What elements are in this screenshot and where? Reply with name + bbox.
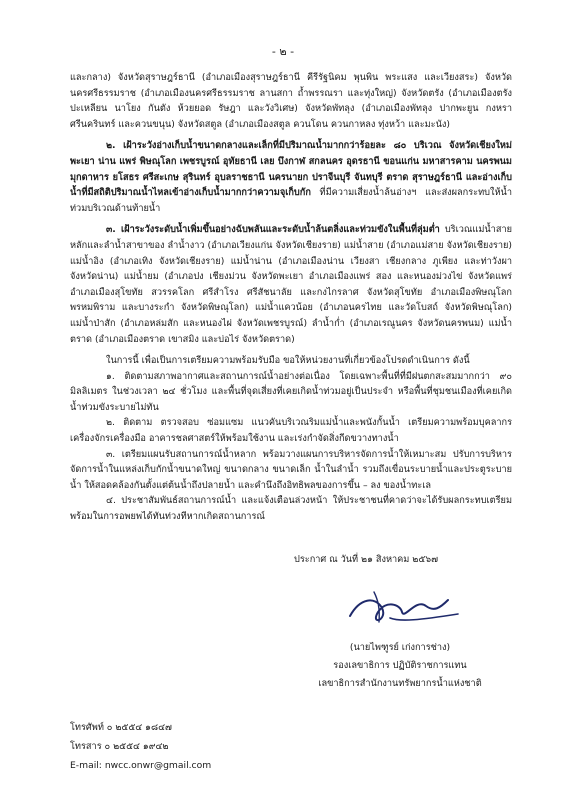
- document-body: [70, 70, 512, 525]
- river-level-text: บริเวณแม่น้ำสายหลักและลำน้ำสาขาของ ลำน้ำงาว (อำเภอเวียงแก่น จังหวัดเชียงราย) แม่น้ำสาย (อำเภอแม่สาย จังหวัดเชียงราย) แม่น้ำอิง (อำเภอเทิง จังหวัดเชียงราย) แม่น้ำน่าน (อำเภอเมืองน่าน เวียงสา เชียงกลาง ภูเพียง และท่าวังผา จังหวัดน่าน) แม่น้ำยม (อำเภอปง เชียงม่วน จังหวัดพะเยา อำเภอเมืองแพร่ สอง และหนองม่วงไข่ จังหวัดแพร่ อำเภอเมืองสุโขทัย สวรรคโลก ศรีสำโรง ศรีสัชนาลัย และกงไกรลาศ จังหวัดสุโขทัย อำเภอเมืองพิษณุโลก พรหมพิราม และบางระกำ จังหวัดพิษณุโลก) แม่น้ำแควน้อย (อำเภอนครไทย และวัดโบสถ์ จังหวัดพิษณุโลก) แม่น้ำป่าสัก (อำเภอหล่มสัก และหนองไผ่ จังหวัดเพชรบูรณ์) ลำน้ำก่ำ (อำเภอเรณูนคร จังหวัดนครพนม) แม่น้ำตราด (อำเภอเมืองตราด เขาสมิง และบ่อไร่ จังหวัดตราด): [70, 224, 512, 345]
- contact-phone: โทรศัพท์ ๐ ๒๕๕๔ ๑๘๔๗: [70, 722, 172, 733]
- action-item-2: ๒. ติดตาม ตรวจสอบ ซ่อมแซม แนวคันบริเวณริมแม่น้ำและพนังกั้นน้ำ เตรียมความพร้อมบุคลากร เครื่องจักรเครื่องมือ อาคารชลศาสตร์ให้พร้อมใช้งาน และเร่งกำจัดสิ่งกีดขวางทางน้ำ: [70, 417, 512, 445]
- reservoir-watch-heading: ๒. เฝ้าระวังอ่างเก็บน้ำขนาดกลางและเล็กที่มีปริมาณน้ำมากกว่าร้อยละ ๘๐ บริเวณ จังหวัดเชียงใหม่ พะเยา น่าน แพร่ พิษณุโลก เพชรบูรณ์ อุทัยธานี เลย บึงกาฬ สกลนคร อุดรธานี ขอนแก่น มหาสารคาม นครพนม มุกดาหาร ยโสธร ศรีสะเกษ สุรินทร์ อุบลราชธานี นครนายก ปราจีนบุรี จันทบุรี ตราด สุราษฎร์ธานี และอ่างเก็บน้ำที่มีสถิติปริมาณน้ำไหลเข้าอ่างเก็บน้ำมากกว่าความจุเก็บกัก: [70, 140, 512, 199]
- signatory-name: (นายไพฑูรย์ เก่งการช่าง): [349, 642, 451, 653]
- contact-email: E-mail: nwcc.onwr@gmail.com: [70, 760, 212, 771]
- signatory-organization: เลขาธิการสำนักงานทรัพยากรน้ำแห่งชาติ: [318, 678, 482, 689]
- river-level-heading: ๓. เฝ้าระวังระดับน้ำเพิ่มขึ้นอย่างฉับพลันและระดับน้ำล้นตลิ่งและท่วมขังในพื้นที่ลุ่มต่ำ: [106, 224, 440, 236]
- action-item-3: ๓. เตรียมแผนรับสถานการณ์น้ำหลาก พร้อมวางแผนการบริหารจัดการน้ำให้เหมาะสม ปรับการบริหารจัดการน้ำในแหล่งเก็บกักน้ำขนาดใหญ่ ขนาดกลาง ขนาดเล็ก น้ำในลำน้ำ รวมถึงเขื่อนระบายน้ำและประตูระบายน้ำ ให้สอดคล้องกันตั้งแต่ต้นน้ำถึงปลายน้ำ และคำนึงถึงอิทธิพลของการขึ้น – ลง ของน้ำทะเล: [70, 448, 512, 491]
- page-number: - ๒ -: [271, 45, 295, 58]
- announcement-date: ประกาศ ณ วันที่ ๒๑ สิงหาคม ๒๕๖๗: [294, 554, 439, 565]
- reservoir-watch-text: ที่มีความเสี่ยงน้ำล้นอ่างฯ และส่งผลกระทบให้น้ำท่วมบริเวณด้านท้ายน้ำ: [70, 187, 512, 214]
- paragraph-river-level-watch: [70, 222, 512, 347]
- paragraph-regions-south: และกลาง) จังหวัดสุราษฎร์ธานี (อำเภอเมืองสุราษฎร์ธานี คีรีรัฐนิคม พุนพิน พระแสง และเวียงสระ) จังหวัดนครศรีธรรมราช (อำเภอเมืองนครศรีธรรมราช ลานสกา ถ้ำพรรณรา และทุ่งใหญ่) จังหวัดตรัง (อำเภอเมืองตรัง ปะเหลียน นาโยง กันตัง ห้วยยอด รัษฎา และวังวิเศษ) จังหวัดพัทลุง (อำเภอเมืองพัทลุง ปากพะยูน กงหรา ศรีนครินทร์ และควนขนุน) จังหวัดสตูล (อำเภอเมืองสตูล ควนโดน ควนกาหลง ทุ่งหว้า และมะนัง): [70, 72, 512, 130]
- action-item-1: ๑. ติดตามสภาพอากาศและสถานการณ์น้ำอย่างต่อเนื่อง โดยเฉพาะพื้นที่ที่มีฝนตกสะสมมากกว่า ๙๐ มิลลิเมตร ในช่วงเวลา ๒๔ ชั่วโมง และพื้นที่จุดเสี่ยงที่เคยเกิดน้ำท่วมอยู่เป็นประจำ หรือพื้นที่ชุมชนเมืองที่เคยเกิดน้ำท่วมขังระบายไม่ทัน: [70, 370, 512, 413]
- contact-block: [70, 718, 211, 775]
- paragraph-request: ในการนี้ เพื่อเป็นการเตรียมความพร้อมรับมือ ขอให้หน่วยงานที่เกี่ยวข้องโปรดดำเนินการ ดังนี้: [106, 355, 470, 367]
- signatory-position: รองเลขาธิการ ปฏิบัติราชการแทน: [333, 660, 467, 671]
- contact-fax: โทรสาร ๐ ๒๕๕๔ ๑๙๔๒: [70, 741, 169, 752]
- handwritten-signature: [330, 578, 480, 638]
- action-item-4: ๔. ประชาสัมพันธ์สถานการณ์น้ำ และแจ้งเตือนล่วงหน้า ให้ประชาชนที่คาดว่าจะได้รับผลกระทบเตรียมพร้อมในการอพยพได้ทันท่วงทีหากเกิดสถานการณ์: [70, 495, 512, 523]
- paragraph-reservoir-watch: [70, 138, 512, 216]
